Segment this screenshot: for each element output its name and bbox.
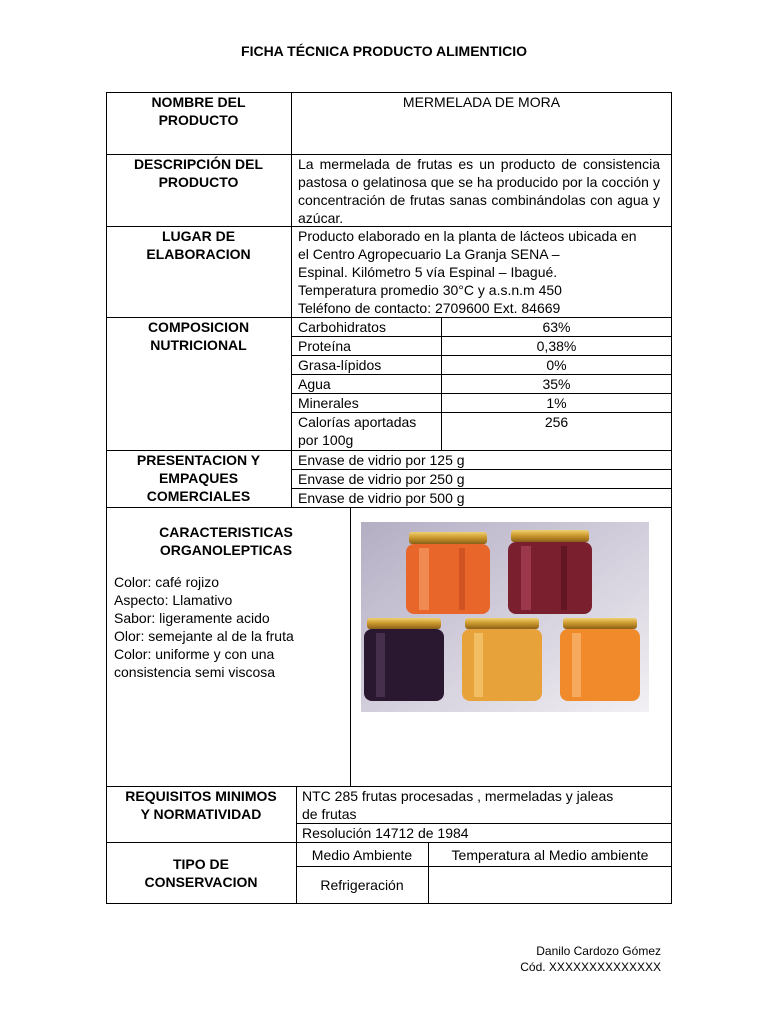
presentation-item: Envase de vidrio por 250 g xyxy=(298,471,465,487)
jar-orange xyxy=(406,532,490,614)
value-refrigeracion: Refrigeración xyxy=(320,877,404,893)
label-descripcion: DESCRIPCIÓN DEL PRODUCTO xyxy=(133,156,264,190)
jar-dark xyxy=(364,618,444,701)
nutrient-value: 256 xyxy=(544,414,569,430)
author-name: Danilo Cardozo Gómez xyxy=(536,944,661,958)
presentation-item: Envase de vidrio por 125 g xyxy=(298,452,465,468)
jar-mango xyxy=(560,618,640,701)
nutrient-name: Minerales xyxy=(298,395,359,411)
nutrient-value: 0% xyxy=(546,357,567,373)
nutrient-value: 0,38% xyxy=(536,338,577,354)
label-caracteristicas: CARACTERISTICAS ORGANOLEPTICAS xyxy=(159,524,293,558)
label-composicion: COMPOSICION NUTRICIONAL xyxy=(147,319,250,353)
nutrient-name: Carbohidratos xyxy=(298,319,386,335)
jar-blackberry xyxy=(508,530,592,614)
nutrient-name: Grasa-lípidos xyxy=(298,357,382,373)
presentation-item: Envase de vidrio por 500 g xyxy=(298,490,465,506)
value-lugar: Producto elaborado en la planta de lácteos ubicada en el Centro Agropecuario La Granja SENA – Espinal. Kilómetro 5 vía Espinal – Ibagué. Temperatura promedio 30°C y a.s.n.m 450 Teléfono de contacto: 2709600 Ext. 84669 xyxy=(298,228,637,316)
author-code: Cód. XXXXXXXXXXXXXX xyxy=(520,960,661,974)
value-medio-ambiente: Medio Ambiente xyxy=(311,847,413,863)
value-resolucion: Resolución 14712 de 1984 xyxy=(302,825,469,841)
jam-jars-photo xyxy=(361,522,649,712)
organoleptic-list: Color: café rojizo Aspecto: Llamativo Sabor: ligeramente acido Olor: semejante al de la fruta Color: uniforme y con una consistencia semi viscosa xyxy=(114,574,294,680)
nutrient-name: Proteína xyxy=(298,338,351,354)
value-nombre: MERMELADA DE MORA xyxy=(402,94,561,110)
label-lugar: LUGAR DE ELABORACION xyxy=(146,228,251,262)
value-descripcion: La mermelada de frutas es un producto de consistencia pastosa o gelatinosa que se ha producido por la cocción y concentración de frutas sanas combinándolas con agua y azúcar. xyxy=(298,156,660,226)
label-nombre: NOMBRE DEL PRODUCTO xyxy=(151,94,246,128)
label-conservacion: TIPO DE CONSERVACION xyxy=(144,856,258,890)
label-presentacion: PRESENTACION Y EMPAQUES COMERCIALES xyxy=(136,452,261,504)
nutrient-value: 1% xyxy=(546,395,567,411)
value-ntc: NTC 285 frutas procesadas , mermeladas y jaleas de frutas xyxy=(302,788,614,822)
nutrient-value: 63% xyxy=(542,319,571,335)
nutrient-name: Agua xyxy=(298,376,331,392)
label-requisitos: REQUISITOS MINIMOS Y NORMATIVIDAD xyxy=(125,788,277,822)
jar-pineapple xyxy=(462,618,542,701)
nutrient-name: Calorías aportadas por 100g xyxy=(298,414,417,448)
page-title: FICHA TÉCNICA PRODUCTO ALIMENTICIO xyxy=(241,43,527,59)
value-temperatura: Temperatura al Medio ambiente xyxy=(451,847,649,863)
nutrient-value: 35% xyxy=(542,376,571,392)
